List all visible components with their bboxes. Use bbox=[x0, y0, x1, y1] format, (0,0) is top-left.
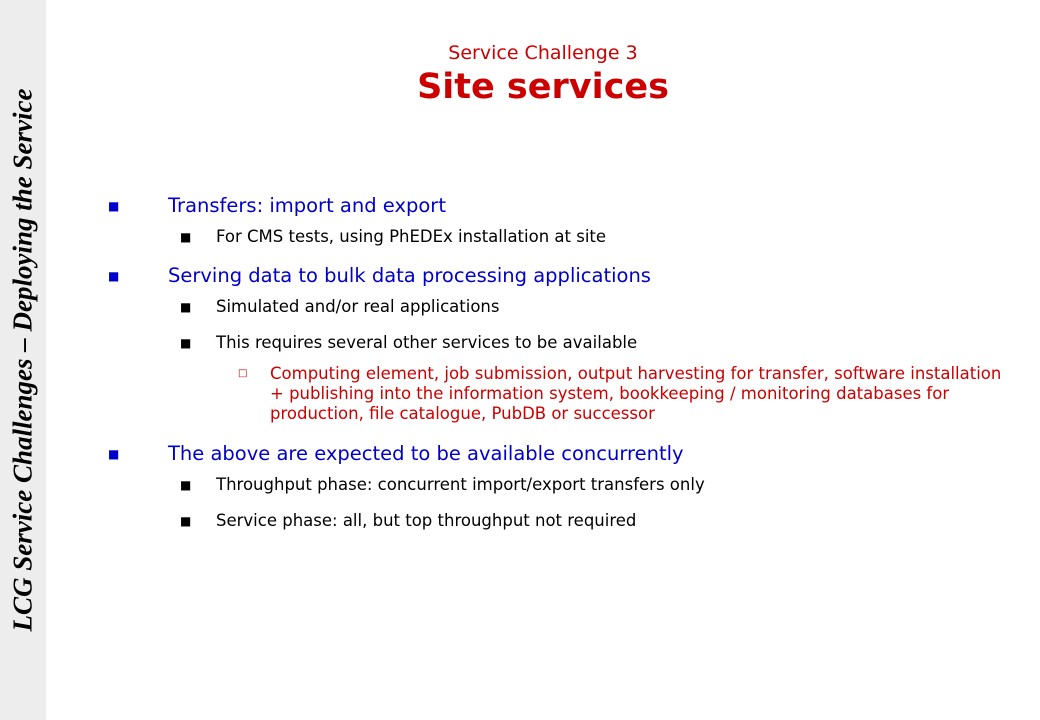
bullet-text: Transfers: import and export bbox=[168, 194, 446, 217]
square-bullet-icon: ■ bbox=[108, 447, 120, 461]
sidebar bbox=[0, 0, 46, 720]
square-bullet-icon: ■ bbox=[108, 199, 120, 213]
sub-sub-bullet-services-list bbox=[108, 364, 1008, 424]
sidebar-title: LCG Service Challenges – Deploying the Service bbox=[7, 88, 38, 632]
slide-subtitle: Service Challenge 3 bbox=[448, 42, 638, 64]
sub-bullet-simulated bbox=[108, 296, 1008, 318]
hollow-square-bullet-icon: □ bbox=[238, 368, 248, 379]
bullet-transfers bbox=[108, 192, 1008, 220]
bullet-text: For CMS tests, using PhEDEx installation at site bbox=[216, 227, 607, 246]
bullet-text: Serving data to bulk data processing applications bbox=[168, 264, 651, 287]
bullet-concurrently bbox=[108, 440, 1008, 468]
bullet-text: This requires several other services to be available bbox=[216, 333, 638, 352]
sub-bullet-cms-tests bbox=[108, 226, 1008, 248]
sub-bullet-throughput-phase bbox=[108, 474, 1008, 496]
bullet-text: The above are expected to be available concurrently bbox=[168, 442, 684, 465]
square-bullet-icon: ■ bbox=[180, 514, 192, 528]
bullet-text: Computing element, job submission, output harvesting for transfer, software installation + publishing into the information system, bookkeeping / monitoring databases for production, file catalogue, PubDB or successor bbox=[270, 364, 1002, 423]
bullet-text: Service phase: all, but top throughput not required bbox=[216, 511, 637, 530]
bullet-text: Simulated and/or real applications bbox=[216, 297, 500, 316]
square-bullet-icon: ■ bbox=[180, 230, 192, 244]
bullet-serving-data bbox=[108, 262, 1008, 290]
square-bullet-icon: ■ bbox=[180, 300, 192, 314]
square-bullet-icon: ■ bbox=[180, 336, 192, 350]
square-bullet-icon: ■ bbox=[180, 478, 192, 492]
square-bullet-icon: ■ bbox=[108, 269, 120, 283]
slide-header bbox=[46, 40, 1040, 108]
sub-bullet-requires-services bbox=[108, 332, 1008, 354]
sub-bullet-service-phase bbox=[108, 510, 1008, 532]
bullet-list bbox=[108, 192, 1008, 546]
slide-title: Site services bbox=[417, 67, 669, 107]
bullet-text: Throughput phase: concurrent import/export transfers only bbox=[216, 475, 705, 494]
